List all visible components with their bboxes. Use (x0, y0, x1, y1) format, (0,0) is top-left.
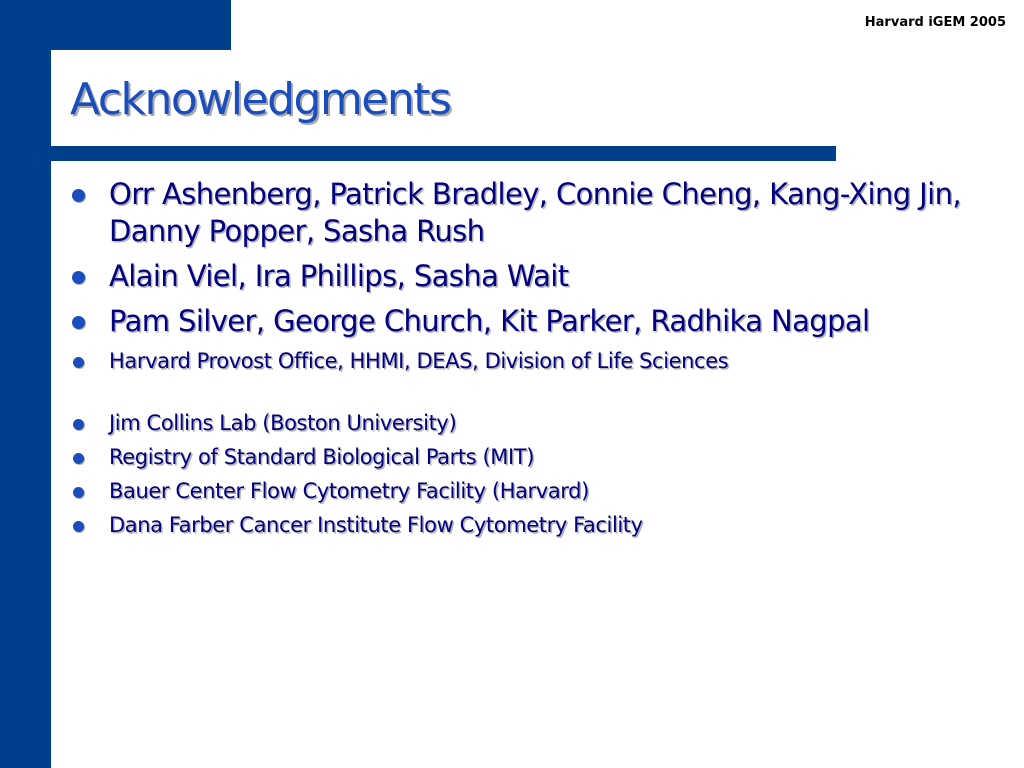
list-item (70, 444, 990, 471)
bullet-dot-icon (73, 487, 84, 498)
bullet-dot-icon (72, 316, 85, 329)
list-item (70, 303, 990, 340)
list-item-text: Registry of Standard Biological Parts (MIT) (109, 445, 535, 469)
bullet-dot-icon (73, 453, 84, 464)
list-item-text: Alain Viel, Ira Phillips, Sasha Wait (109, 259, 569, 293)
list-item (70, 512, 990, 539)
list-item-text: Bauer Center Flow Cytometry Facility (Harvard) (109, 479, 589, 503)
list-item (70, 258, 990, 295)
list-item-text: Harvard Provost Office, HHMI, DEAS, Division of Life Sciences (109, 349, 729, 373)
bullet-dot-icon (73, 357, 84, 368)
acknowledgment-list (70, 176, 990, 546)
header-label: Harvard iGEM 2005 (864, 15, 1006, 30)
left-accent-band (0, 0, 51, 768)
bullet-dot-icon (72, 189, 85, 202)
list-item (70, 410, 990, 437)
bullet-dot-icon (72, 271, 85, 284)
list-item (70, 176, 990, 250)
list-item-text: Dana Farber Cancer Institute Flow Cytometry Facility (109, 513, 643, 537)
list-item (70, 348, 990, 375)
list-item-text: Jim Collins Lab (Boston University) (109, 411, 457, 435)
bullet-dot-icon (73, 419, 84, 430)
bullet-dot-icon (73, 521, 84, 532)
list-item-text: Pam Silver, George Church, Kit Parker, Radhika Nagpal (109, 304, 870, 338)
list-item-text: Orr Ashenberg, Patrick Bradley, Connie Cheng, Kang-Xing Jin, Danny Popper, Sasha Rush (109, 177, 961, 248)
top-accent-band (0, 0, 231, 50)
list-item (70, 478, 990, 505)
slide-title: Acknowledgments (70, 74, 451, 125)
title-divider (33, 146, 836, 161)
